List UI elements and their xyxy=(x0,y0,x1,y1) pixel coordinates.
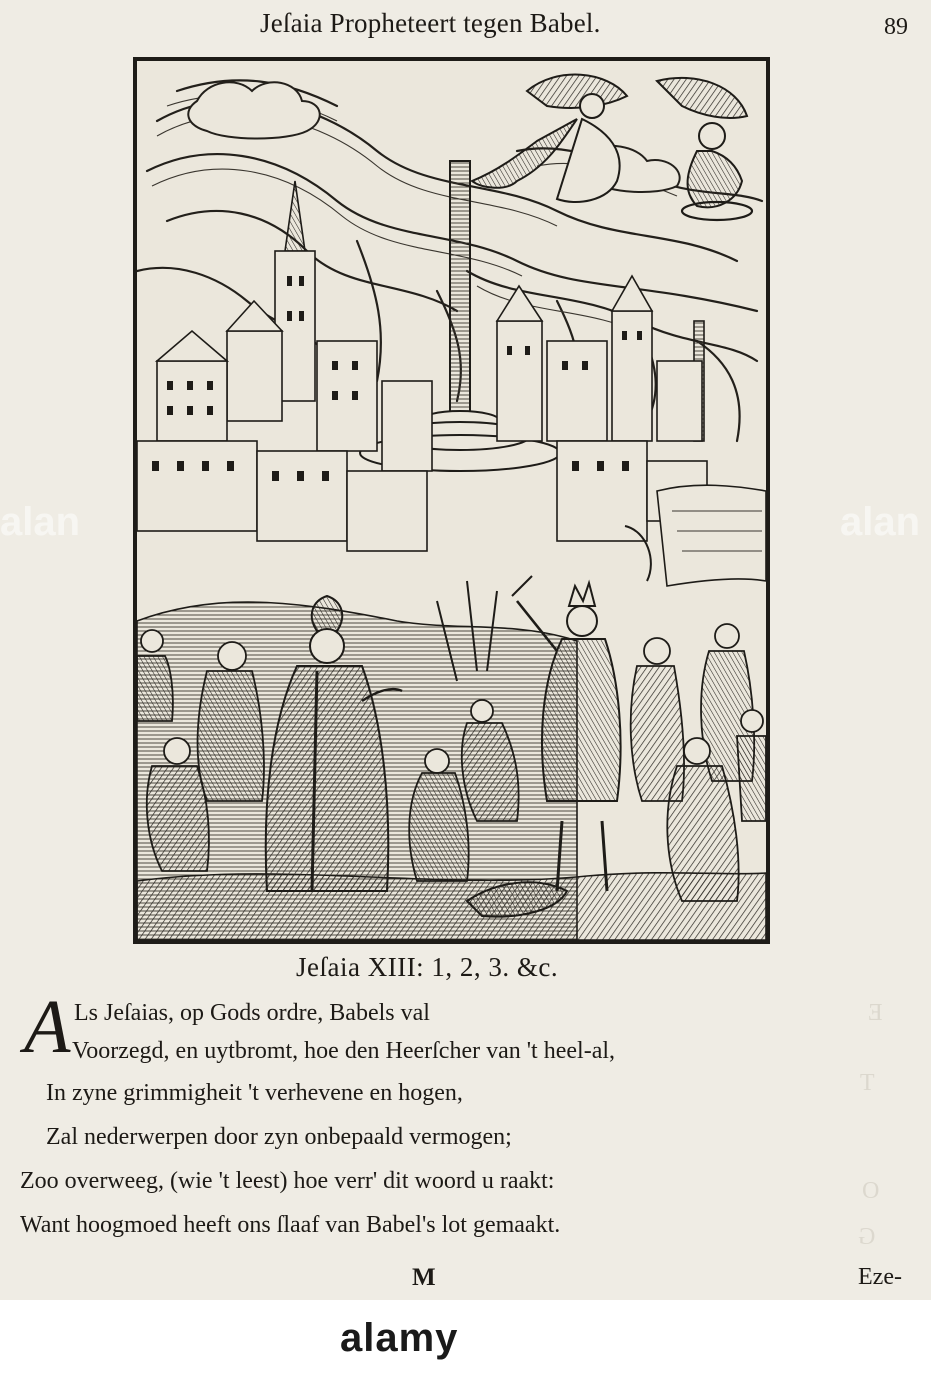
drop-cap-letter: A xyxy=(24,985,71,1069)
show-through-text: E xyxy=(868,1000,883,1026)
verse-line: Zal nederwerpen door zyn onbepaald vermogen; xyxy=(46,1124,512,1150)
verse-line: Ls Jeſaias, op Gods ordre, Babels val xyxy=(74,1000,430,1026)
catchword: Eze- xyxy=(858,1264,902,1290)
watermark-bar xyxy=(0,1300,931,1390)
woodcut-illustration xyxy=(133,57,770,944)
page-number: 89 xyxy=(884,14,908,40)
show-through-text: T xyxy=(860,1070,875,1096)
watermark-side-text: alan xyxy=(0,500,81,544)
woodcut-burning-babylon-image xyxy=(137,61,766,940)
scripture-reference-caption: Jeſaia XIII: 1, 2, 3. &c. xyxy=(296,952,559,982)
verse-line: In zyne grimmigheit 't verhevene en hogen, xyxy=(46,1080,463,1106)
watermark-logo-text: alamy xyxy=(340,1316,459,1360)
verse-line: Voorzegd, en uytbromt, hoe den Heerſcher van 't heel-al, xyxy=(72,1038,616,1064)
show-through-text: G xyxy=(858,1224,876,1250)
show-through-text: O xyxy=(862,1178,880,1204)
verse-line: Want hoogmoed heeft ons ſlaaf van Babel's lot gemaakt. xyxy=(20,1212,561,1238)
watermark-side-text: alan xyxy=(840,500,921,544)
verse-line: Zoo overweeg, (wie 't leest) hoe verr' dit woord u raakt: xyxy=(20,1168,555,1194)
signature-mark: M xyxy=(412,1264,436,1291)
running-head: Jeſaia Propheteert tegen Babel. xyxy=(260,8,601,38)
